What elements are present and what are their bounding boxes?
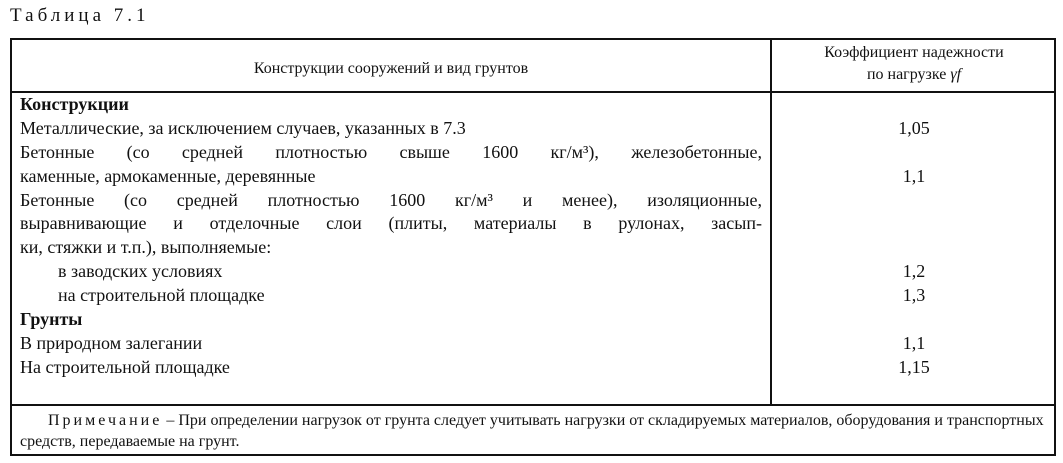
gamma-symbol: γf	[950, 66, 962, 83]
header-coefficient-line2-text: по нагрузке	[866, 66, 947, 83]
note-divider	[12, 404, 1054, 406]
row-label: Металлические, за исключением случаев, указанных в 7.3	[20, 117, 466, 138]
note-label: Примечание	[48, 412, 163, 429]
table-row	[12, 165, 1054, 189]
header-coefficient	[772, 40, 1056, 91]
table-body	[12, 93, 1054, 380]
coefficients-table	[10, 38, 1056, 456]
note-text: – При определении нагрузок от грунта следует учитывать нагрузки от складируемых материалов, оборудования и транспортных средств, передаваемые на грунт.	[20, 412, 1044, 450]
coefficient-value: 1,1	[902, 332, 926, 353]
row-label: на строительной площадке	[58, 285, 265, 306]
table-row	[12, 93, 1054, 117]
table-row	[12, 236, 1054, 260]
row-label: выравнивающие и отделочные слои (плиты, материалы в рулонах, засып-	[20, 213, 762, 234]
header-structures: Конструкции сооружений и вид грунтов	[253, 59, 529, 77]
table-row	[12, 284, 1054, 308]
table-row	[12, 308, 1054, 332]
section-heading-soils: Грунты	[20, 309, 83, 330]
table-row	[12, 212, 1054, 236]
table-note	[20, 410, 1048, 452]
row-label: Бетонные (со средней плотностью 1600 кг/м³ и менее), изоляционные,	[20, 189, 762, 210]
row-label: ки, стяжки и т.п.), выполняемые:	[20, 237, 272, 258]
coefficient-value: 1,1	[902, 165, 926, 186]
row-label: Бетонные (со средней плотностью свыше 1600 кг/м³), железобетонные,	[20, 141, 762, 162]
table-caption: Таблица 7.1	[10, 5, 150, 26]
row-label: На строительной площадке	[20, 356, 230, 377]
coefficient-value: 1,2	[902, 261, 926, 282]
coefficient-value: 1,05	[898, 117, 930, 138]
coefficient-value: 1,3	[902, 285, 926, 306]
table-row	[12, 141, 1054, 165]
header-coefficient-line2	[772, 64, 1056, 86]
coefficient-value: 1,15	[898, 356, 930, 377]
row-label: В природном залегании	[20, 332, 203, 353]
row-label: в заводских условиях	[58, 261, 223, 282]
section-heading-structures: Конструкции	[20, 94, 129, 114]
header-coefficient-line1: Коэффициент надежности	[824, 44, 1004, 61]
table-row	[12, 189, 1054, 213]
table-row	[12, 260, 1054, 284]
table-row	[12, 117, 1054, 141]
table-row	[12, 332, 1054, 356]
table-row	[12, 356, 1054, 380]
row-label: каменные, армокаменные, деревянные	[20, 165, 316, 186]
